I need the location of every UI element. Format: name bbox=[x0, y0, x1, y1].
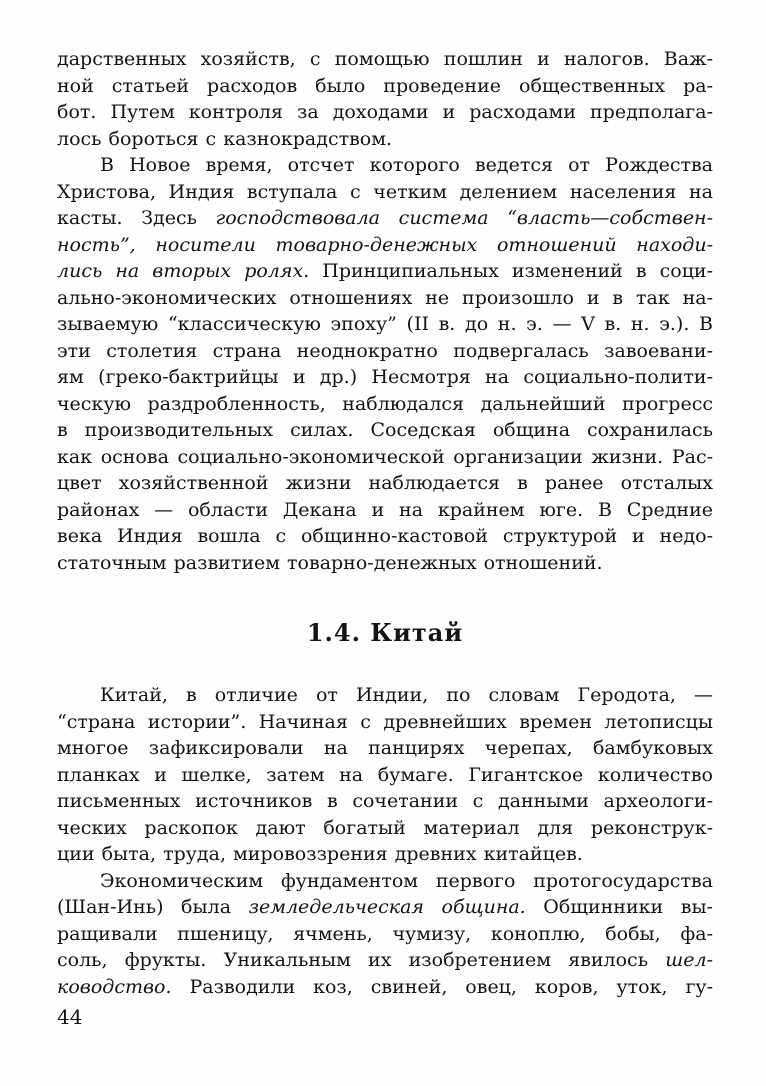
text-run: ческую раздробленность, наблюдался дальнейший прогресс bbox=[57, 392, 713, 415]
paragraph bbox=[57, 152, 713, 576]
paragraph bbox=[57, 868, 713, 1001]
text-line bbox=[57, 894, 713, 921]
section-heading: 1.4. Китай bbox=[306, 618, 464, 647]
text-line bbox=[57, 497, 713, 524]
text-line bbox=[57, 470, 713, 497]
italic-text-run: шел- bbox=[665, 949, 713, 971]
text-run: письменных источников в сочетании с данными археологи- bbox=[57, 790, 713, 812]
text-line bbox=[57, 550, 713, 577]
text-line bbox=[57, 258, 713, 285]
text-line bbox=[57, 391, 713, 418]
paragraph bbox=[57, 46, 713, 152]
text-line bbox=[57, 921, 713, 948]
italic-text-run: земледельческая община. bbox=[248, 896, 526, 918]
text-line bbox=[57, 205, 713, 232]
text-run: ям (греко-бактрийцы и др.) Несмотря на социально-полити- bbox=[57, 366, 713, 388]
text-run: как основа социально-экономической организации жизни. Рас- bbox=[57, 445, 713, 468]
italic-text-run: господствовала система “власть—собствен- bbox=[215, 207, 713, 229]
text-line bbox=[57, 444, 713, 471]
text-line bbox=[57, 735, 713, 762]
text-after-heading bbox=[57, 682, 713, 1000]
text-line bbox=[57, 709, 713, 736]
page-number: 44 bbox=[57, 1005, 83, 1029]
text-run: многое зафиксировали на панцирях черепах, бамбуковых bbox=[57, 737, 713, 759]
text-run: ции быта, труда, мировоззрения древних китайцев. bbox=[57, 843, 583, 865]
text-line bbox=[57, 841, 713, 868]
text-run: Принципиальных изменений в соци- bbox=[309, 260, 713, 282]
text-run: Экономическим фундаментом первого протогосударства bbox=[100, 869, 713, 892]
text-line bbox=[57, 788, 713, 815]
text-line bbox=[57, 179, 713, 206]
text-before-heading bbox=[57, 46, 713, 576]
text-line bbox=[57, 232, 713, 259]
italic-text-run: ность”, носители товарно-денежных отношений находи- bbox=[57, 233, 713, 256]
text-column bbox=[57, 46, 713, 1000]
text-run: касты. Здесь bbox=[57, 207, 216, 229]
text-line bbox=[57, 947, 713, 974]
text-run: бот. Путем контроля за доходами и расходами предполага- bbox=[57, 101, 713, 123]
text-run: соль, фрукты. Уникальным их изобретением явилось bbox=[57, 949, 666, 971]
text-line bbox=[57, 762, 713, 789]
italic-text-run: ководство. bbox=[57, 975, 172, 998]
text-run: эти столетия страна неоднократно подвергалась завоевани- bbox=[57, 339, 713, 362]
text-run: дарственных хозяйств, с помощью пошлин и налогов. Важ- bbox=[57, 48, 713, 70]
text-line bbox=[57, 285, 713, 312]
text-run: Китай, в отличие от Индии, по словам Геродота, — bbox=[100, 684, 713, 706]
text-run: цвет хозяйственной жизни наблюдается в ранее отсталых bbox=[57, 472, 713, 494]
text-line bbox=[57, 523, 713, 550]
text-line bbox=[57, 99, 713, 126]
text-run: ной статьей расходов было проведение общественных ра- bbox=[57, 74, 713, 97]
text-run: Общинники вы- bbox=[525, 896, 713, 918]
text-run: ческих раскопок дают богатый материал для реконструк- bbox=[57, 816, 713, 839]
text-line bbox=[57, 311, 713, 338]
text-run: века Индия вошла с общинно-кастовой структурой и недо- bbox=[57, 525, 713, 547]
text-run: зываемую “классическую эпоху” (II в. до н. э. — V в. н. э.). В bbox=[57, 313, 713, 335]
text-run: районах — области Декана и на крайнем юге. В Средние bbox=[57, 498, 713, 521]
text-run: ращивали пшеницу, ячмень, чумизу, коноплю, бобы, фа- bbox=[57, 922, 713, 945]
text-run: Христова, Индия вступала с четким делением населения на bbox=[57, 180, 713, 203]
text-run: планках и шелке, затем на бумаге. Гигантское количество bbox=[57, 763, 713, 786]
text-line bbox=[57, 974, 713, 1001]
text-line bbox=[57, 815, 713, 842]
text-run: статочным развитием товарно-денежных отношений. bbox=[57, 551, 603, 574]
text-run: ально-экономических отношениях не произошло и в так на- bbox=[57, 286, 713, 309]
text-run: Разводили коз, свиней, овец, коров, уток, гу- bbox=[171, 975, 713, 998]
text-line bbox=[57, 126, 713, 153]
text-line bbox=[57, 417, 713, 444]
text-run: лось бороться с казнокрадством. bbox=[57, 127, 393, 150]
text-line bbox=[57, 46, 713, 73]
text-line bbox=[57, 73, 713, 100]
text-line bbox=[57, 868, 713, 895]
paragraph bbox=[57, 682, 713, 868]
text-line bbox=[57, 152, 713, 179]
text-line bbox=[57, 364, 713, 391]
italic-text-run: лись на вторых ролях. bbox=[57, 260, 310, 282]
text-run: в производительных силах. Соседская община сохранилась bbox=[57, 419, 713, 441]
text-line bbox=[57, 338, 713, 365]
text-run: (Шан-Инь) была bbox=[57, 896, 249, 918]
text-run: “страна истории”. Начиная с древнейших времен летописцы bbox=[57, 710, 713, 733]
text-line bbox=[57, 682, 713, 709]
text-run: В Новое время, отсчет которого ведется от Рождества bbox=[100, 154, 713, 176]
